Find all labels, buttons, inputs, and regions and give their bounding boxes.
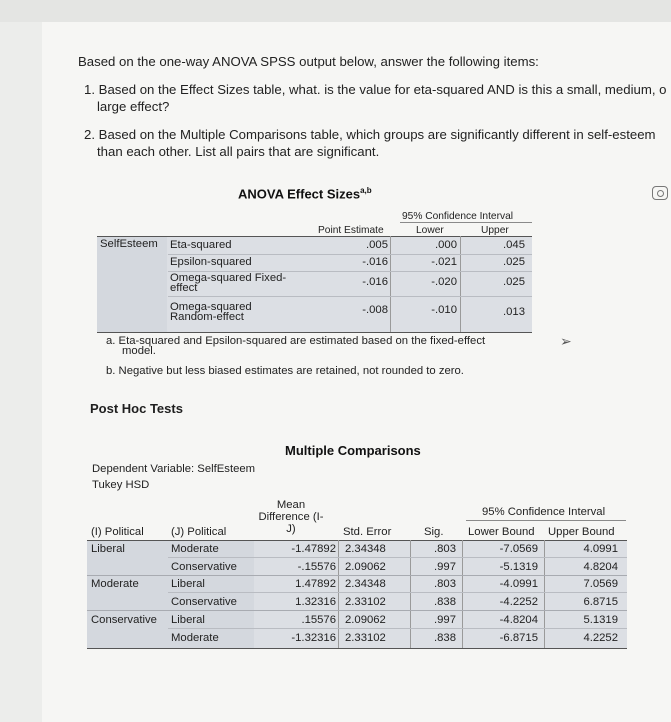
col-sig: Sig. (424, 526, 444, 538)
question-1: 1. Based on the Effect Sizes table, what. is the value for eta-squared AND is this a small, medium, o (84, 82, 667, 97)
effect-header-rule (97, 236, 532, 237)
effect-row-upper: .045 (503, 239, 525, 251)
effect-row-point: -.016 (362, 276, 388, 288)
col-lower: Lower (416, 225, 444, 236)
mc-row-sig: .838 (434, 596, 456, 608)
mc-row-lower: -5.1319 (499, 561, 538, 573)
mc-row-i: Moderate (91, 578, 139, 590)
mc-row-rule (168, 557, 627, 558)
mc-row-std-error: 2.09062 (345, 561, 386, 573)
mc-row-sig: .997 (434, 614, 456, 626)
effect-row-point: .005 (366, 239, 388, 251)
effect-row-label-cont: Random-effect (170, 311, 244, 323)
mc-row-std-error: 2.09062 (345, 614, 386, 626)
col-std-error: Std. Error (343, 526, 392, 538)
mc-row-upper: 6.8715 (583, 596, 618, 608)
col-upper: Upper (481, 225, 509, 236)
mc-row-lower: -4.2252 (499, 596, 538, 608)
intro-text: Based on the one-way ANOVA SPSS output below, answer the following items: (78, 54, 539, 69)
mc-row-j: Conservative (171, 596, 237, 608)
effect-sizes-title: ANOVA Effect Sizes$^{a,b}$ (238, 186, 372, 202)
ci-rule (400, 222, 532, 223)
mc-row-upper: 7.0569 (583, 578, 618, 590)
effect-row-label: Eta-squared (170, 239, 232, 251)
multiple-comparisons-title: Multiple Comparisons (285, 443, 421, 458)
mc-row-lower: -7.0569 (499, 543, 538, 555)
mc-row-mean-diff: -1.47892 (291, 543, 336, 555)
dependent-variable: Dependent Variable: SelfEsteem (92, 463, 256, 475)
mc-row-sig: .838 (434, 632, 456, 644)
mc-row-lower: -6.8715 (499, 632, 538, 644)
question-2: 2. Based on the Multiple Comparisons table, which groups are significantly different in self-esteem (84, 127, 656, 142)
col-upper-bound: Upper Bound (548, 526, 615, 538)
effect-bottom-rule (97, 332, 532, 333)
effect-row-point: -.008 (362, 304, 388, 316)
mc-row-j: Moderate (171, 543, 219, 555)
effect-col-divider-1 (390, 236, 391, 332)
mc-row-lower: -4.8204 (499, 614, 538, 626)
effect-row-label: Omega-squared Fixed- (170, 272, 287, 284)
mc-row-mean-diff: -.15576 (297, 561, 336, 573)
effect-row-lower: -.010 (431, 304, 457, 316)
mc-bottom-rule (87, 648, 627, 649)
mc-group-rule (87, 575, 627, 576)
effect-row-label: Epsilon-squared (170, 256, 252, 268)
cursor-icon: ➢ (560, 333, 572, 349)
effect-group-label: SelfEsteem (100, 238, 158, 250)
post-hoc-heading: Post Hoc Tests (90, 401, 183, 416)
footnote-a-cont: model. (122, 345, 156, 357)
mc-group-rule (87, 610, 627, 611)
mc-row-lower: -4.0991 (499, 578, 538, 590)
mc-row-mean-diff: .15576 (301, 614, 336, 626)
question-1-cont: large effect? (97, 99, 170, 114)
col-i-political: (I) Political (91, 526, 144, 538)
mc-header-rule (87, 540, 627, 541)
camera-icon[interactable] (652, 186, 668, 200)
effect-col-divider-2 (460, 236, 461, 332)
mc-row-sig: .803 (434, 578, 456, 590)
mc-row-sig: .803 (434, 543, 456, 555)
col-j-political: (J) Political (171, 526, 227, 538)
footnote-a: a. Eta-squared and Epsilon-squared are estimated based on the fixed-effect (106, 335, 486, 347)
effect-row-label-cont: effect (170, 282, 198, 294)
mc-row-j: Conservative (171, 561, 237, 573)
ci-header: 95% Confidence Interval (402, 211, 513, 222)
mc-row-rule (168, 628, 627, 629)
top-band (0, 0, 671, 22)
mc-row-std-error: 2.33102 (345, 596, 386, 608)
mc-row-upper: 4.8204 (583, 561, 618, 573)
col-mean-diff-cont: Difference (I- (258, 511, 324, 523)
mc-row-i: Liberal (91, 543, 125, 555)
effect-row-lower: -.021 (431, 256, 457, 268)
mc-row-std-error: 2.34348 (345, 543, 386, 555)
mc-row-j: Liberal (171, 578, 205, 590)
mc-row-std-error: 2.33102 (345, 632, 386, 644)
effect-row-label: Omega-squared (170, 301, 252, 313)
effect-row-rule (168, 254, 532, 255)
mc-row-i: Conservative (91, 614, 157, 626)
effect-row-point: -.016 (362, 256, 388, 268)
col-point-estimate: Point Estimate (318, 225, 384, 236)
col-lower-bound: Lower Bound (468, 526, 535, 538)
mc-row-j: Liberal (171, 614, 205, 626)
effect-row-upper: .013 (503, 306, 525, 318)
mc-row-upper: 5.1319 (583, 614, 618, 626)
mc-row-upper: 4.0991 (583, 543, 618, 555)
mc-row-rule (168, 592, 627, 593)
footnote-b: b. Negative but less biased estimates are retained, not rounded to zero. (106, 365, 464, 377)
question-2-cont: than each other. List all pairs that are significant. (97, 144, 380, 159)
mc-row-std-error: 2.34348 (345, 578, 386, 590)
mc-row-mean-diff: 1.47892 (295, 578, 336, 590)
mc-ci-header: 95% Confidence Interval (482, 506, 606, 518)
mc-ci-rule (466, 520, 626, 521)
col-mean-diff: Mean (276, 499, 306, 511)
effect-row-upper: .025 (503, 276, 525, 288)
test-method: Tukey HSD (92, 479, 150, 491)
mc-row-sig: .997 (434, 561, 456, 573)
effect-row-lower: .000 (435, 239, 457, 251)
effect-row-rule (168, 296, 532, 297)
mc-row-j: Moderate (171, 632, 219, 644)
mc-row-upper: 4.2252 (583, 632, 618, 644)
mc-row-mean-diff: 1.32316 (295, 596, 336, 608)
col-mean-diff-cont2: J) (286, 523, 296, 535)
effect-row-lower: -.020 (431, 276, 457, 288)
mc-row-mean-diff: -1.32316 (291, 632, 336, 644)
effect-row-upper: .025 (503, 256, 525, 268)
